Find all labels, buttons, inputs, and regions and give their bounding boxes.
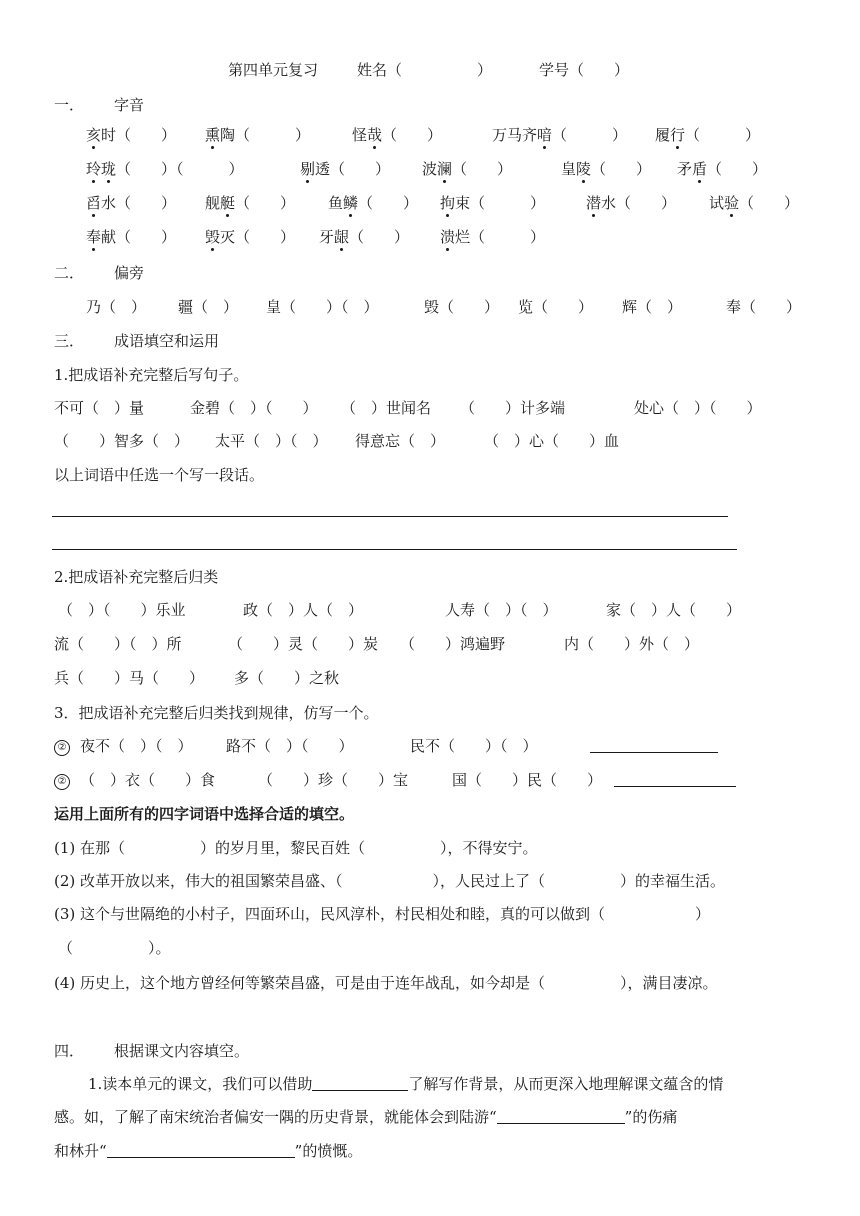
section-3-number: 三． xyxy=(54,332,85,350)
section-1-number: 一． xyxy=(54,96,85,114)
answer-blank xyxy=(497,1107,625,1124)
section-3-title: 成语填空和运用 xyxy=(114,332,220,350)
name-label: 姓名（ ） xyxy=(357,61,493,79)
idiom-item: 内（ ）外（ ） xyxy=(564,635,700,653)
pinyin-item: 牙龈（ ） xyxy=(319,228,410,246)
idiom-item: （ ）鸿遍野 xyxy=(400,635,506,653)
section-2-title: 偏旁 xyxy=(114,264,145,282)
idiom-item: 人寿（ ）（ ） xyxy=(445,601,558,619)
answer-line xyxy=(52,516,728,517)
answer-blank xyxy=(107,1141,295,1158)
pinyin-item: 矛盾（ ） xyxy=(677,160,768,178)
pinyin-item: 溃烂（ ） xyxy=(440,228,546,246)
question-2-title: 2.把成语补充完整后归类 xyxy=(54,568,219,586)
page-title: 第四单元复习 xyxy=(228,61,319,79)
radical-item: 皇（ ）（ ） xyxy=(266,298,379,316)
fill-sentence: (4) 历史上，这个地方曾经何等繁荣昌盛，可是由于连年战乱，如今却是（ ），满目凄凉。 xyxy=(54,974,718,992)
pinyin-item: 玲珑（ ）（ ） xyxy=(86,160,244,178)
idiom-item: （ ）智多（ ） xyxy=(54,432,190,450)
pinyin-item: 拘束（ ） xyxy=(440,194,546,212)
idiom-item: （ ）计多端 xyxy=(460,399,566,417)
pinyin-item: 波澜（ ） xyxy=(422,160,513,178)
passage-line: 和林升“ ”的愤慨。 xyxy=(54,1142,363,1160)
pinyin-item: 试验（ ） xyxy=(709,194,800,212)
section-2-number: 二． xyxy=(54,264,85,282)
idiom-item: 得意忘（ ） xyxy=(355,432,446,450)
radical-item: 乃（ ） xyxy=(86,298,147,316)
idiom-item: 不可（ ）量 xyxy=(54,399,145,417)
question-1-title: 1.把成语补充完整后写句子。 xyxy=(54,366,249,384)
idiom-item: 家（ ）人（ ） xyxy=(606,601,742,619)
pinyin-item: 舰艇（ ） xyxy=(205,194,296,212)
passage-line: 感。如，了解了南宋统治者偏安一隅的历史背景，就能体会到陆游“ ”的伤痛 xyxy=(54,1108,678,1126)
apply-instruction: 运用上面所有的四字词语中选择合适的填空。 xyxy=(54,805,355,823)
idiom-item: 路不（ ）（ ） xyxy=(226,737,354,755)
radical-item: 疆（ ） xyxy=(178,298,239,316)
idiom-item: 流（ ）（ ）所 xyxy=(54,635,182,653)
pinyin-item: 鱼鳞（ ） xyxy=(328,194,419,212)
idiom-item: 金碧（ ）（ ） xyxy=(190,399,318,417)
idiom-item: （ ）世闻名 xyxy=(341,399,432,417)
radical-item: 奉（ ） xyxy=(726,298,802,316)
pinyin-item: 怪哉（ ） xyxy=(352,126,443,144)
idiom-item: （ ）（ ）乐业 xyxy=(58,601,186,619)
writing-prompt: 以上词语中任选一个写一段话。 xyxy=(54,466,265,484)
circled-number: ② xyxy=(54,774,70,790)
idiom-item: 多（ ）之秋 xyxy=(234,669,340,687)
idiom-item: （ ）心（ ）血 xyxy=(484,432,620,450)
circled-number: ② xyxy=(54,740,70,756)
idiom-row xyxy=(54,770,215,790)
pinyin-item: 亥时（ ） xyxy=(86,126,177,144)
idiom-item: 民不（ ）（ ） xyxy=(410,737,538,755)
pinyin-item: 毁灭（ ） xyxy=(205,228,296,246)
radical-item: 辉（ ） xyxy=(622,298,683,316)
radical-item: 览（ ） xyxy=(518,298,594,316)
answer-blank xyxy=(590,752,718,753)
passage-line: 1.读本单元的课文，我们可以借助 了解写作背景，从而更深入地理解课文蕴含的情 xyxy=(88,1075,724,1093)
question-3-title: 3．把成语补充完整后归类找到规律，仿写一个。 xyxy=(54,704,379,722)
pinyin-item: 熏陶（ ） xyxy=(205,126,311,144)
idiom-item: （ ）灵（ ）炭 xyxy=(228,635,379,653)
idiom-item: 夜不（ ）（ ） xyxy=(80,737,193,755)
fill-sentence: （ ）。 xyxy=(58,939,171,957)
section-4-number: 四． xyxy=(54,1042,85,1060)
fill-sentence: (1) 在那（ ）的岁月里，黎民百姓（ ），不得安宁。 xyxy=(54,839,538,857)
pinyin-item: 皇陵（ ） xyxy=(561,160,652,178)
idiom-item: 政（ ）人（ ） xyxy=(243,601,364,619)
section-4-title: 根据课文内容填空。 xyxy=(114,1042,250,1060)
pinyin-item: 剔透（ ） xyxy=(300,160,391,178)
answer-blank xyxy=(614,786,736,787)
pinyin-item: 履行（ ） xyxy=(655,126,761,144)
answer-blank xyxy=(312,1074,408,1091)
student-id-label: 学号（ ） xyxy=(539,61,630,79)
section-1-title: 字音 xyxy=(114,96,145,114)
idiom-item: （ ）珍（ ）宝 xyxy=(258,771,409,789)
radical-item: 毁（ ） xyxy=(424,298,500,316)
fill-sentence: (3) 这个与世隔绝的小村子，四面环山，民风淳朴，村民相处和睦，真的可以做到（ ） xyxy=(54,905,711,923)
idiom-row xyxy=(54,736,193,756)
answer-line xyxy=(52,549,737,550)
idiom-item: 太平（ ）（ ） xyxy=(215,432,328,450)
idiom-item: 兵（ ）马（ ） xyxy=(54,669,205,687)
idiom-item: 国（ ）民（ ） xyxy=(452,771,603,789)
idiom-item: 处心（ ）（ ） xyxy=(634,399,762,417)
pinyin-item: 奉献（ ） xyxy=(86,228,177,246)
idiom-item: （ ）衣（ ）食 xyxy=(80,771,216,789)
fill-sentence: (2) 改革开放以来，伟大的祖国繁荣昌盛、（ ），人民过上了（ ）的幸福生活。 xyxy=(54,872,726,890)
pinyin-item: 舀水（ ） xyxy=(86,194,177,212)
pinyin-item: 潜水（ ） xyxy=(586,194,677,212)
pinyin-item: 万马齐喑（ ） xyxy=(492,126,628,144)
